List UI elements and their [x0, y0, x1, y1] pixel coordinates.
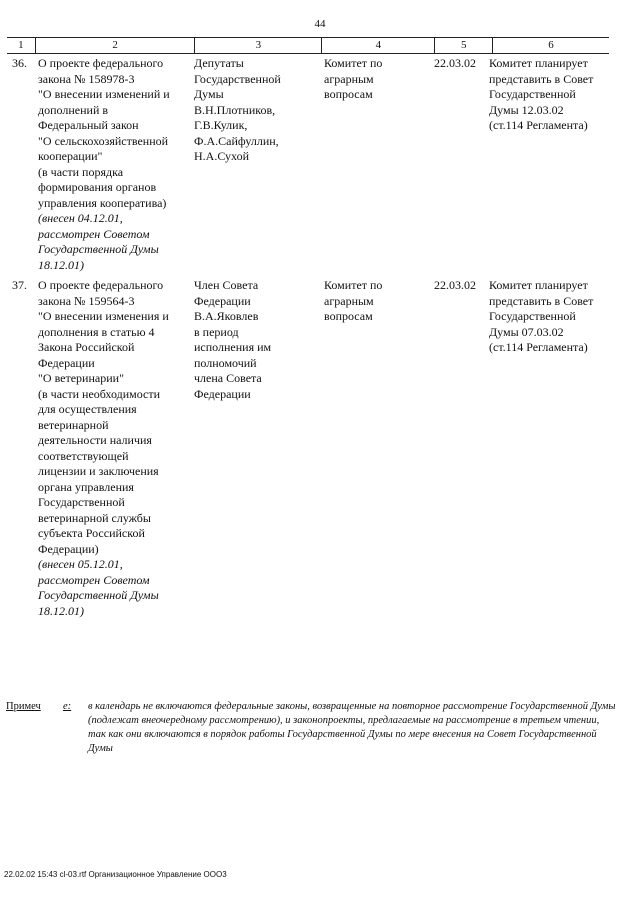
- row-number: 36.: [12, 56, 27, 70]
- column-header-1: 1: [7, 38, 36, 53]
- column-header-6: 6: [548, 39, 554, 51]
- column-header-5: 5: [435, 38, 493, 53]
- table-header-row: [7, 37, 609, 54]
- date: 22.03.02: [434, 278, 476, 292]
- plan: Комитет планирует представить в Совет Государственной Думы 12.03.02 (ст.114 Регламента): [489, 56, 594, 132]
- row-number: 37.: [12, 278, 27, 292]
- committee: Комитет по аграрным вопросам: [324, 278, 383, 323]
- committee: Комитет по аграрным вопросам: [324, 56, 383, 101]
- initiator: Депутаты Государственной Думы В.Н.Плотников, Г.В.Кулик, Ф.А.Сайфуллин, Н.А.Сухой: [194, 56, 281, 163]
- bill-status: (внесен 05.12.01, рассмотрен Советом Государственной Думы 18.12.01): [38, 557, 159, 618]
- column-header-3: 3: [195, 38, 322, 53]
- bill-title: О проекте федерального закона № 159564-3 "О внесении изменения и дополнения в статью 4 Закона Российской Федерации "О ветеринарии" (в части необходимости для осуществления ветеринарной деятельности наличия соответствующей лицензии и заключения органа управления Государственной ветеринарной службы субъекта Российской Федерации): [38, 278, 169, 556]
- bill-title: О проекте федерального закона № 158978-3 "О внесении изменений и дополнений в Федеральный закон "О сельскохозяйственной кооперации" (в части порядка формирования органов управления кооператива): [38, 56, 170, 210]
- footnote-label: Примеч: [6, 701, 41, 712]
- bill-title-cell: [38, 278, 188, 619]
- page-number: 44: [314, 18, 326, 30]
- column-header-4: 4: [322, 38, 435, 53]
- footnote-colon: е:: [63, 701, 72, 712]
- bill-title-cell: [38, 56, 188, 273]
- plan: Комитет планирует представить в Совет Государственной Думы 07.03.02 (ст.114 Регламента): [489, 278, 594, 354]
- initiator: Член Совета Федерации В.А.Яковлев в период исполнения им полномочий члена Совета Федерации: [194, 278, 272, 401]
- page-footer: 22.02.02 15:43 cl-03.rtf Организационное Управление ООО3: [4, 870, 227, 879]
- column-header-2: 2: [36, 38, 196, 53]
- date: 22.03.02: [434, 56, 476, 70]
- bill-status: (внесен 04.12.01, рассмотрен Советом Государственной Думы 18.12.01): [38, 211, 159, 272]
- footnote-text: в календарь не включаются федеральные законы, возвращенные на повторное рассмотрение Государственной Думы (подлежат внеочередному рассмотрению), и законопроекты, предлагаемые на рассмотрение в третьем чтении, так как они включаются в порядок работы Государственной Думы по мере внесения на Совет Государственной Думы: [88, 701, 616, 754]
